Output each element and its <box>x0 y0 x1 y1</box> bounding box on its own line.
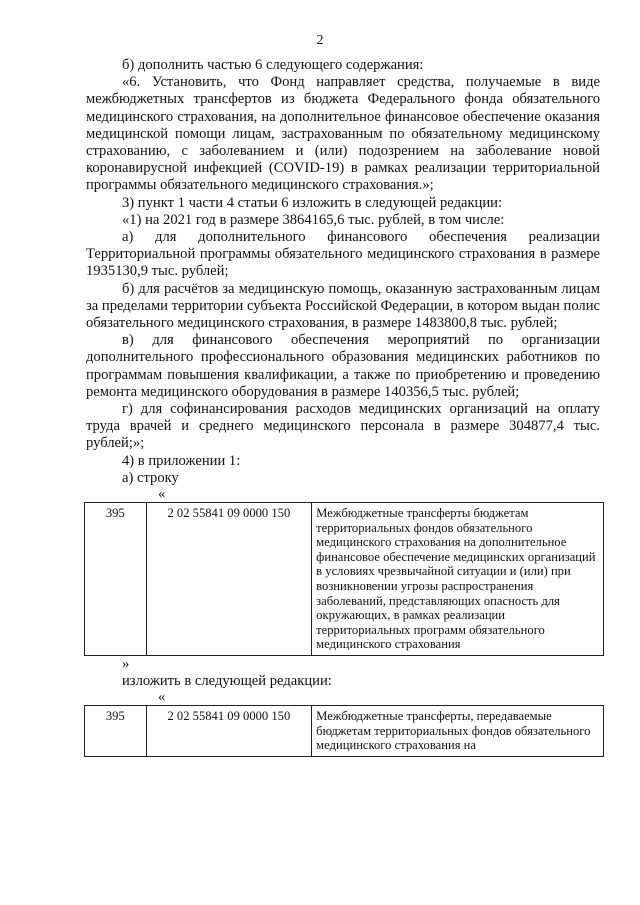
paragraph: г) для софинансирования расходов медицинских организаций на оплату труда врачей и среднего медицинского персонала в размере 304877,4 тыс. рублей;»; <box>86 401 600 452</box>
paragraph: а) для дополнительного финансового обеспечения реализации Территориальной программы обязательного медицинского страхования в размере 1935130,9 тыс. рублей; <box>86 229 600 280</box>
document-body <box>86 57 600 757</box>
paragraph: б) для расчётов за медицинскую помощь, оказанную застрахованным лицам за пределами территории субъекта Российской Федерации, в котором выдан полис обязательного медицинского страхования, в размере 1483800,8 тыс. рублей; <box>86 280 601 332</box>
table-old-row <box>84 502 604 656</box>
paragraph-replace: изложить в следующей редакции: <box>122 673 332 690</box>
table-row <box>85 706 604 757</box>
paragraph: б) дополнить частью 6 следующего содержания: <box>122 57 424 73</box>
paragraph: 3) пункт 1 части 4 статьи 6 изложить в следующей редакции: <box>122 194 503 211</box>
paragraph: 4) в приложении 1: <box>122 452 241 469</box>
cell-kbk: 2 02 55841 09 0000 150 <box>146 503 312 656</box>
cell-code: 395 <box>85 706 147 757</box>
table-new-row <box>84 705 604 757</box>
cell-kbk: 2 02 55841 09 0000 150 <box>146 706 312 757</box>
quote-close-mark: » <box>122 656 130 673</box>
paragraph: «6. Установить, что Фонд направляет средства, получаемые в виде межбюджетных трансфертов из бюджета Федерального фонда обязательного медицинского страхования, на дополнительное финансовое обеспечение оказания медицинской помощи лицам, застрахованным по обязательному медицинскому страхованию, с заболеванием и (или) подозрением на заболевание новой коронавирусной инфекцией (COVID-19) в рамках реализации территориальной программы обязательного медицинского страхования.»; <box>86 74 600 194</box>
cell-description: Межбюджетные трансферты бюджетам территориальных фондов обязательного медицинского страхования на дополнительное финансовое обеспечение медицинских организаций в условиях чрезвычайной ситуации и (или) при возникновении угрозы распространения заболеваний, представляющих опасность для окружающих, в рамках реализации территориальных программ обязательного медицинского страхования <box>312 503 604 656</box>
page-number: 2 <box>316 33 324 48</box>
quote-open-mark-2: « <box>158 689 166 706</box>
paragraph: в) для финансового обеспечения мероприятий по организации дополнительного профессионального образования медицинских работников по программам повышения квалификации, а также по приобретению и проведению ремонта медицинского оборудования в размере 140356,5 тыс. рублей; <box>86 332 600 400</box>
cell-description: Межбюджетные трансферты, передаваемые бюджетам территориальных фондов обязательного медицинского страхования на <box>312 706 604 757</box>
table-row <box>85 503 604 656</box>
paragraph: а) строку <box>122 469 179 486</box>
quote-open-mark: « <box>158 486 166 503</box>
cell-code: 395 <box>85 503 147 656</box>
paragraph: «1) на 2021 год в размере 3864165,6 тыс. рублей, в том числе: <box>122 211 505 228</box>
